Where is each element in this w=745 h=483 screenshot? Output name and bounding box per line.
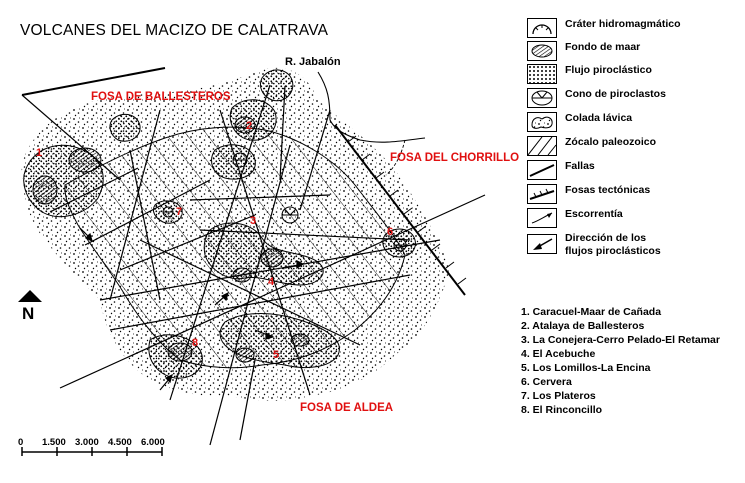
volcano-number-5: 5 [273, 349, 280, 361]
basin-label-aldea: FOSA DE ALDEA [300, 402, 394, 414]
basin-label-chorrillo: FOSA DEL CHORRILLO [390, 152, 520, 164]
volcano-number-7: 7 [176, 206, 183, 218]
legend-item-basement [527, 136, 656, 156]
volcano-number-2: 2 [246, 120, 253, 132]
map-title: VOLCANES DEL MACIZO DE CALATRAVA [20, 22, 329, 39]
volcano-list-item: 3. La Conejera-Cerro Pelado-El Retamar [521, 334, 720, 346]
tectonic-graben-icon [527, 184, 557, 204]
legend-label: Colada lávica [565, 112, 633, 124]
legend-item-cone [527, 88, 666, 108]
volcano-list-item: 7. Los Plateros [521, 390, 596, 402]
hydromagmatic-crater-icon [527, 18, 557, 38]
scale-bar [22, 447, 162, 456]
legend-item-flow-direction [527, 232, 661, 258]
legend-item-faults [527, 160, 595, 180]
lava-flow-icon [527, 112, 557, 132]
pyroclast-cone-icon [527, 88, 557, 108]
volcano-number-3: 3 [250, 215, 257, 227]
volcano-number-1: 1 [36, 147, 43, 159]
legend-item-lava [527, 112, 632, 132]
scale-label: 4.500 [108, 437, 132, 448]
legend-label: Fondo de maar [565, 41, 641, 53]
pyroclastic-flow-direction-icon [527, 234, 557, 254]
legend-label: Fallas [565, 160, 595, 172]
fault-icon [527, 160, 557, 180]
legend-label: Zócalo paleozoico [565, 136, 657, 148]
basin-label-ballesteros: FOSA DE BALLESTEROS [91, 91, 231, 103]
runoff-icon [527, 208, 557, 228]
north-label: N [22, 304, 35, 323]
scale-label: 1.500 [42, 437, 66, 448]
volcano-number-8: 8 [192, 337, 199, 349]
legend-item-crater [527, 18, 681, 38]
river-label: R. Jabalón [285, 56, 341, 68]
legend-item-maar [527, 41, 640, 61]
scale-label: 6.000 [141, 437, 165, 448]
north-arrow-icon [18, 290, 42, 302]
volcano-list-item: 1. Caracuel-Maar de Cañada [521, 306, 662, 318]
legend-label: Cráter hidromagmático [565, 18, 681, 30]
scale-label: 0 [18, 437, 24, 448]
volcano-list-item: 2. Atalaya de Ballesteros [521, 320, 645, 332]
maar-floor-icon [527, 41, 557, 61]
legend-label: Cono de piroclastos [565, 88, 666, 100]
volcano-list-item: 6. Cervera [521, 376, 572, 388]
legend-item-grabens [527, 184, 650, 204]
volcano-number-6: 6 [387, 226, 394, 238]
volcano-list-item: 5. Los Lomillos-La Encina [521, 362, 651, 374]
paleozoic-basement-icon [527, 136, 557, 156]
volcano-list-item: 4. El Acebuche [521, 348, 596, 360]
legend-label: Fosas tectónicas [565, 184, 651, 196]
legend-label: Dirección de los flujos piroclásticos [565, 232, 661, 257]
legend-label: Flujo piroclástico [565, 64, 652, 76]
scale-label: 3.000 [75, 437, 99, 448]
pyroclastic-flow-icon [527, 64, 557, 84]
volcano-list [521, 305, 741, 417]
legend-item-flow [527, 64, 652, 84]
volcano-list-item: 8. El Rinconcillo [521, 404, 603, 416]
legend-label: Escorrentía [565, 208, 623, 220]
volcano-number-4: 4 [268, 276, 275, 288]
legend-item-runoff [527, 208, 623, 228]
